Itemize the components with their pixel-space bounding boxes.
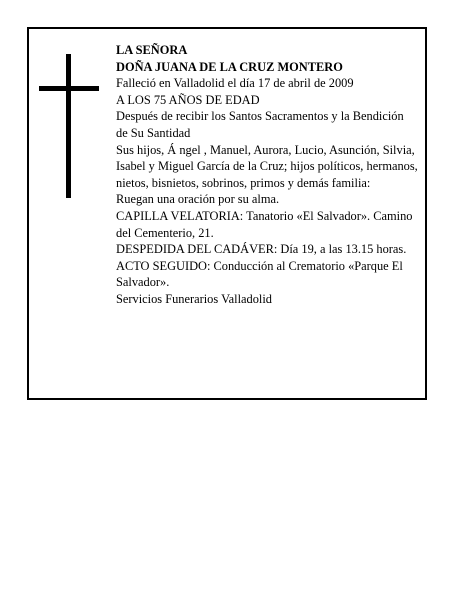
- age-statement: A LOS 75 AÑOS DE EDAD: [116, 92, 260, 107]
- family-statement: Sus hijos, Á ngel , Manuel, Aurora, Lucio, Asunción, Silvia, Isabel y Miguel García de la Cruz; hijos políticos, hermanos, nietos, bisnietos, sobrinos, primos y demás familia:: [116, 142, 418, 190]
- death-statement: Falleció en Valladolid el día 17 de abril de 2009: [116, 76, 354, 91]
- notice-title: LA SEÑORA: [116, 43, 188, 57]
- notice-text: [116, 42, 418, 308]
- cross-vertical-bar: [66, 54, 71, 198]
- prayer-request: Ruegan una oración por su alma.: [116, 192, 280, 207]
- chapel-info: CAPILLA VELATORIA: Tanatorio «El Salvador». Camino del Cementerio, 21.: [116, 208, 413, 240]
- obituary-notice: [27, 27, 427, 400]
- farewell-info: DESPEDIDA DEL CADÁVER: Día 19, a las 13.15 horas.: [116, 242, 407, 257]
- funeral-services: Servicios Funerarios Valladolid: [116, 291, 273, 306]
- cross-horizontal-bar: [39, 86, 99, 91]
- sacraments-statement: Después de recibir los Santos Sacramentos y la Bendición de Su Santidad: [116, 109, 404, 140]
- cross-icon: [39, 54, 99, 198]
- deceased-name: DOÑA JUANA DE LA CRUZ MONTERO: [116, 59, 343, 74]
- cremation-info: ACTO SEGUIDO: Conducción al Crematorio «Parque El Salvador».: [116, 258, 403, 290]
